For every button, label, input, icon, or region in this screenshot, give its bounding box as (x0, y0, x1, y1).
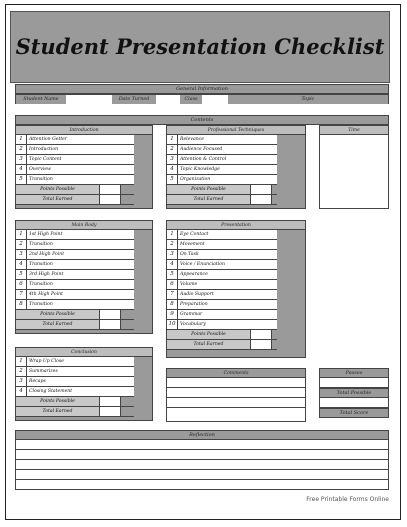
page-title: Student Presentation Checklist (15, 34, 385, 59)
passes-label: Passes (319, 368, 389, 378)
row-number: 10 (167, 320, 178, 329)
row-number: 2 (16, 145, 27, 154)
introduction-section (15, 125, 153, 209)
points-possible-row (16, 397, 134, 407)
total-possible-label: Total Possible (319, 388, 389, 398)
row-label: Movement (180, 242, 205, 247)
scoring-section (319, 368, 389, 422)
reflection-line[interactable] (16, 460, 388, 470)
total-earned-field[interactable] (100, 195, 121, 204)
row-number: 3 (16, 155, 27, 164)
row-label: 4th High Point (29, 292, 63, 297)
total-score-label: Total Score (319, 408, 389, 418)
class-field[interactable] (202, 95, 229, 104)
contents-header: Contents (15, 115, 389, 125)
presentation-section (166, 220, 306, 358)
total-earned-row (167, 340, 277, 350)
row-label: Closing Statement (29, 389, 73, 394)
professional-techniques-section (166, 125, 306, 209)
row-label: Topic Knowledge (180, 167, 220, 172)
total-earned-label: Total Earned (16, 407, 100, 416)
comments-section (166, 368, 306, 422)
points-possible-row (16, 185, 134, 195)
total-earned-field[interactable] (251, 340, 272, 349)
row-number: 3 (167, 250, 178, 259)
passes-field[interactable] (319, 378, 389, 388)
row-number: 7 (16, 290, 27, 299)
row-label: Overview (29, 167, 51, 172)
total-earned-row (167, 195, 277, 205)
row-number: 5 (167, 270, 178, 279)
row-number: 2 (167, 240, 178, 249)
total-earned-row (16, 195, 134, 205)
row-label: Introduction (29, 147, 59, 152)
points-possible-label: Points Possible (16, 397, 100, 406)
row-label: Volume (180, 282, 198, 287)
row-number: 4 (167, 165, 178, 174)
row-number: 2 (167, 145, 178, 154)
total-earned-label: Total Earned (16, 195, 100, 204)
time-field[interactable] (320, 135, 388, 208)
comments-line[interactable] (167, 378, 305, 388)
time-header: Time (320, 126, 388, 135)
total-earned-row (16, 320, 134, 330)
total-earned-label: Total Earned (167, 195, 251, 204)
row-number: 1 (16, 135, 27, 144)
row-number: 5 (16, 175, 27, 184)
comments-line[interactable] (167, 388, 305, 398)
total-earned-field[interactable] (251, 195, 272, 204)
main-body-header: Main Body (16, 221, 152, 230)
row-number: 4 (167, 260, 178, 269)
row-label: Wrap Up Close (29, 359, 64, 364)
points-possible-label: Points Possible (167, 330, 251, 339)
reflection-header: Reflection (15, 430, 389, 440)
row-label: Transition (29, 177, 53, 182)
row-number: 9 (167, 310, 178, 319)
row-label: Relevance (180, 137, 204, 142)
main-body-section (15, 220, 153, 334)
row-label: Attention & Control (180, 157, 227, 162)
row-number: 4 (16, 165, 27, 174)
points-possible-field[interactable] (251, 185, 272, 194)
points-possible-label: Points Possible (16, 185, 100, 194)
row-number: 1 (16, 230, 27, 239)
points-possible-field[interactable] (100, 185, 121, 194)
professional-techniques-header: Professional Techniques (167, 126, 305, 135)
general-information-row (15, 94, 389, 104)
row-label: Transition (29, 242, 53, 247)
student-name-label: Student Name (16, 95, 66, 104)
total-earned-label: Total Earned (16, 320, 100, 329)
row-number: 3 (16, 250, 27, 259)
points-possible-row (167, 330, 277, 340)
row-label: Recaps (29, 379, 46, 384)
row-number: 2 (16, 240, 27, 249)
row-label: Organization (180, 177, 211, 182)
reflection-line[interactable] (16, 440, 388, 450)
reflection-line[interactable] (16, 450, 388, 460)
row-label: On Task (180, 252, 199, 257)
row-number: 1 (167, 230, 178, 239)
class-label: Class (180, 95, 202, 104)
presentation-header: Presentation (167, 221, 305, 230)
row-label: 1st High Point (29, 232, 63, 237)
row-label: Grammar (180, 312, 203, 317)
total-earned-row (16, 407, 134, 417)
points-possible-row (167, 185, 277, 195)
reflection-line[interactable] (16, 470, 388, 480)
points-possible-field[interactable] (251, 330, 272, 339)
total-earned-label: Total Earned (167, 340, 251, 349)
date-turned-field[interactable] (156, 95, 181, 104)
comments-header: Comments (167, 369, 305, 378)
total-earned-field[interactable] (100, 320, 121, 329)
row-number: 1 (167, 135, 178, 144)
brand-footer: Free Printable Forms Online (306, 496, 389, 503)
row-number: 6 (167, 280, 178, 289)
row-number: 1 (16, 357, 27, 366)
row-number: 8 (16, 300, 27, 309)
row-number: 7 (167, 290, 178, 299)
points-possible-label: Points Possible (16, 310, 100, 319)
conclusion-section (15, 347, 153, 421)
total-earned-field[interactable] (100, 407, 121, 416)
student-name-field[interactable] (66, 95, 113, 104)
conclusion-header: Conclusion (16, 348, 152, 357)
row-label: Eye Contact (180, 232, 209, 237)
row-label: Appearance (180, 272, 208, 277)
row-label: Voice / Enunciation (180, 262, 225, 267)
row-label: Audio Support (180, 292, 214, 297)
total-possible-field[interactable] (319, 398, 389, 408)
date-turned-label: Date Turned (112, 95, 156, 104)
time-section (319, 125, 389, 209)
row-number: 2 (16, 367, 27, 376)
introduction-header: Introduction (16, 126, 152, 135)
row-number: 6 (16, 280, 27, 289)
comments-line[interactable] (167, 398, 305, 408)
points-possible-row (16, 310, 134, 320)
topic-label: Topic (228, 95, 388, 104)
row-label: Transition (29, 302, 53, 307)
points-possible-label: Points Possible (167, 185, 251, 194)
row-number: 4 (16, 260, 27, 269)
points-possible-field[interactable] (100, 397, 121, 406)
row-label: Vocabulary (180, 322, 206, 327)
row-label: Transition (29, 262, 53, 267)
row-label: Topic Content (29, 157, 62, 162)
row-number: 5 (16, 270, 27, 279)
row-number: 4 (16, 387, 27, 396)
comments-line[interactable] (167, 408, 305, 418)
row-number: 5 (167, 175, 178, 184)
points-possible-field[interactable] (100, 310, 121, 319)
row-number: 8 (167, 300, 178, 309)
row-label: Summarizes (29, 369, 58, 374)
row-label: Preparation (180, 302, 208, 307)
row-label: 3rd High Point (29, 272, 64, 277)
row-number: 3 (16, 377, 27, 386)
general-information-header: General Information (15, 84, 389, 94)
row-label: 2nd High Point (29, 252, 65, 257)
row-label: Transition (29, 282, 53, 287)
row-label: Attention Getter (29, 137, 68, 142)
row-number: 3 (167, 155, 178, 164)
reflection-lines[interactable] (15, 440, 389, 490)
row-label: Audience Focused (180, 147, 223, 152)
